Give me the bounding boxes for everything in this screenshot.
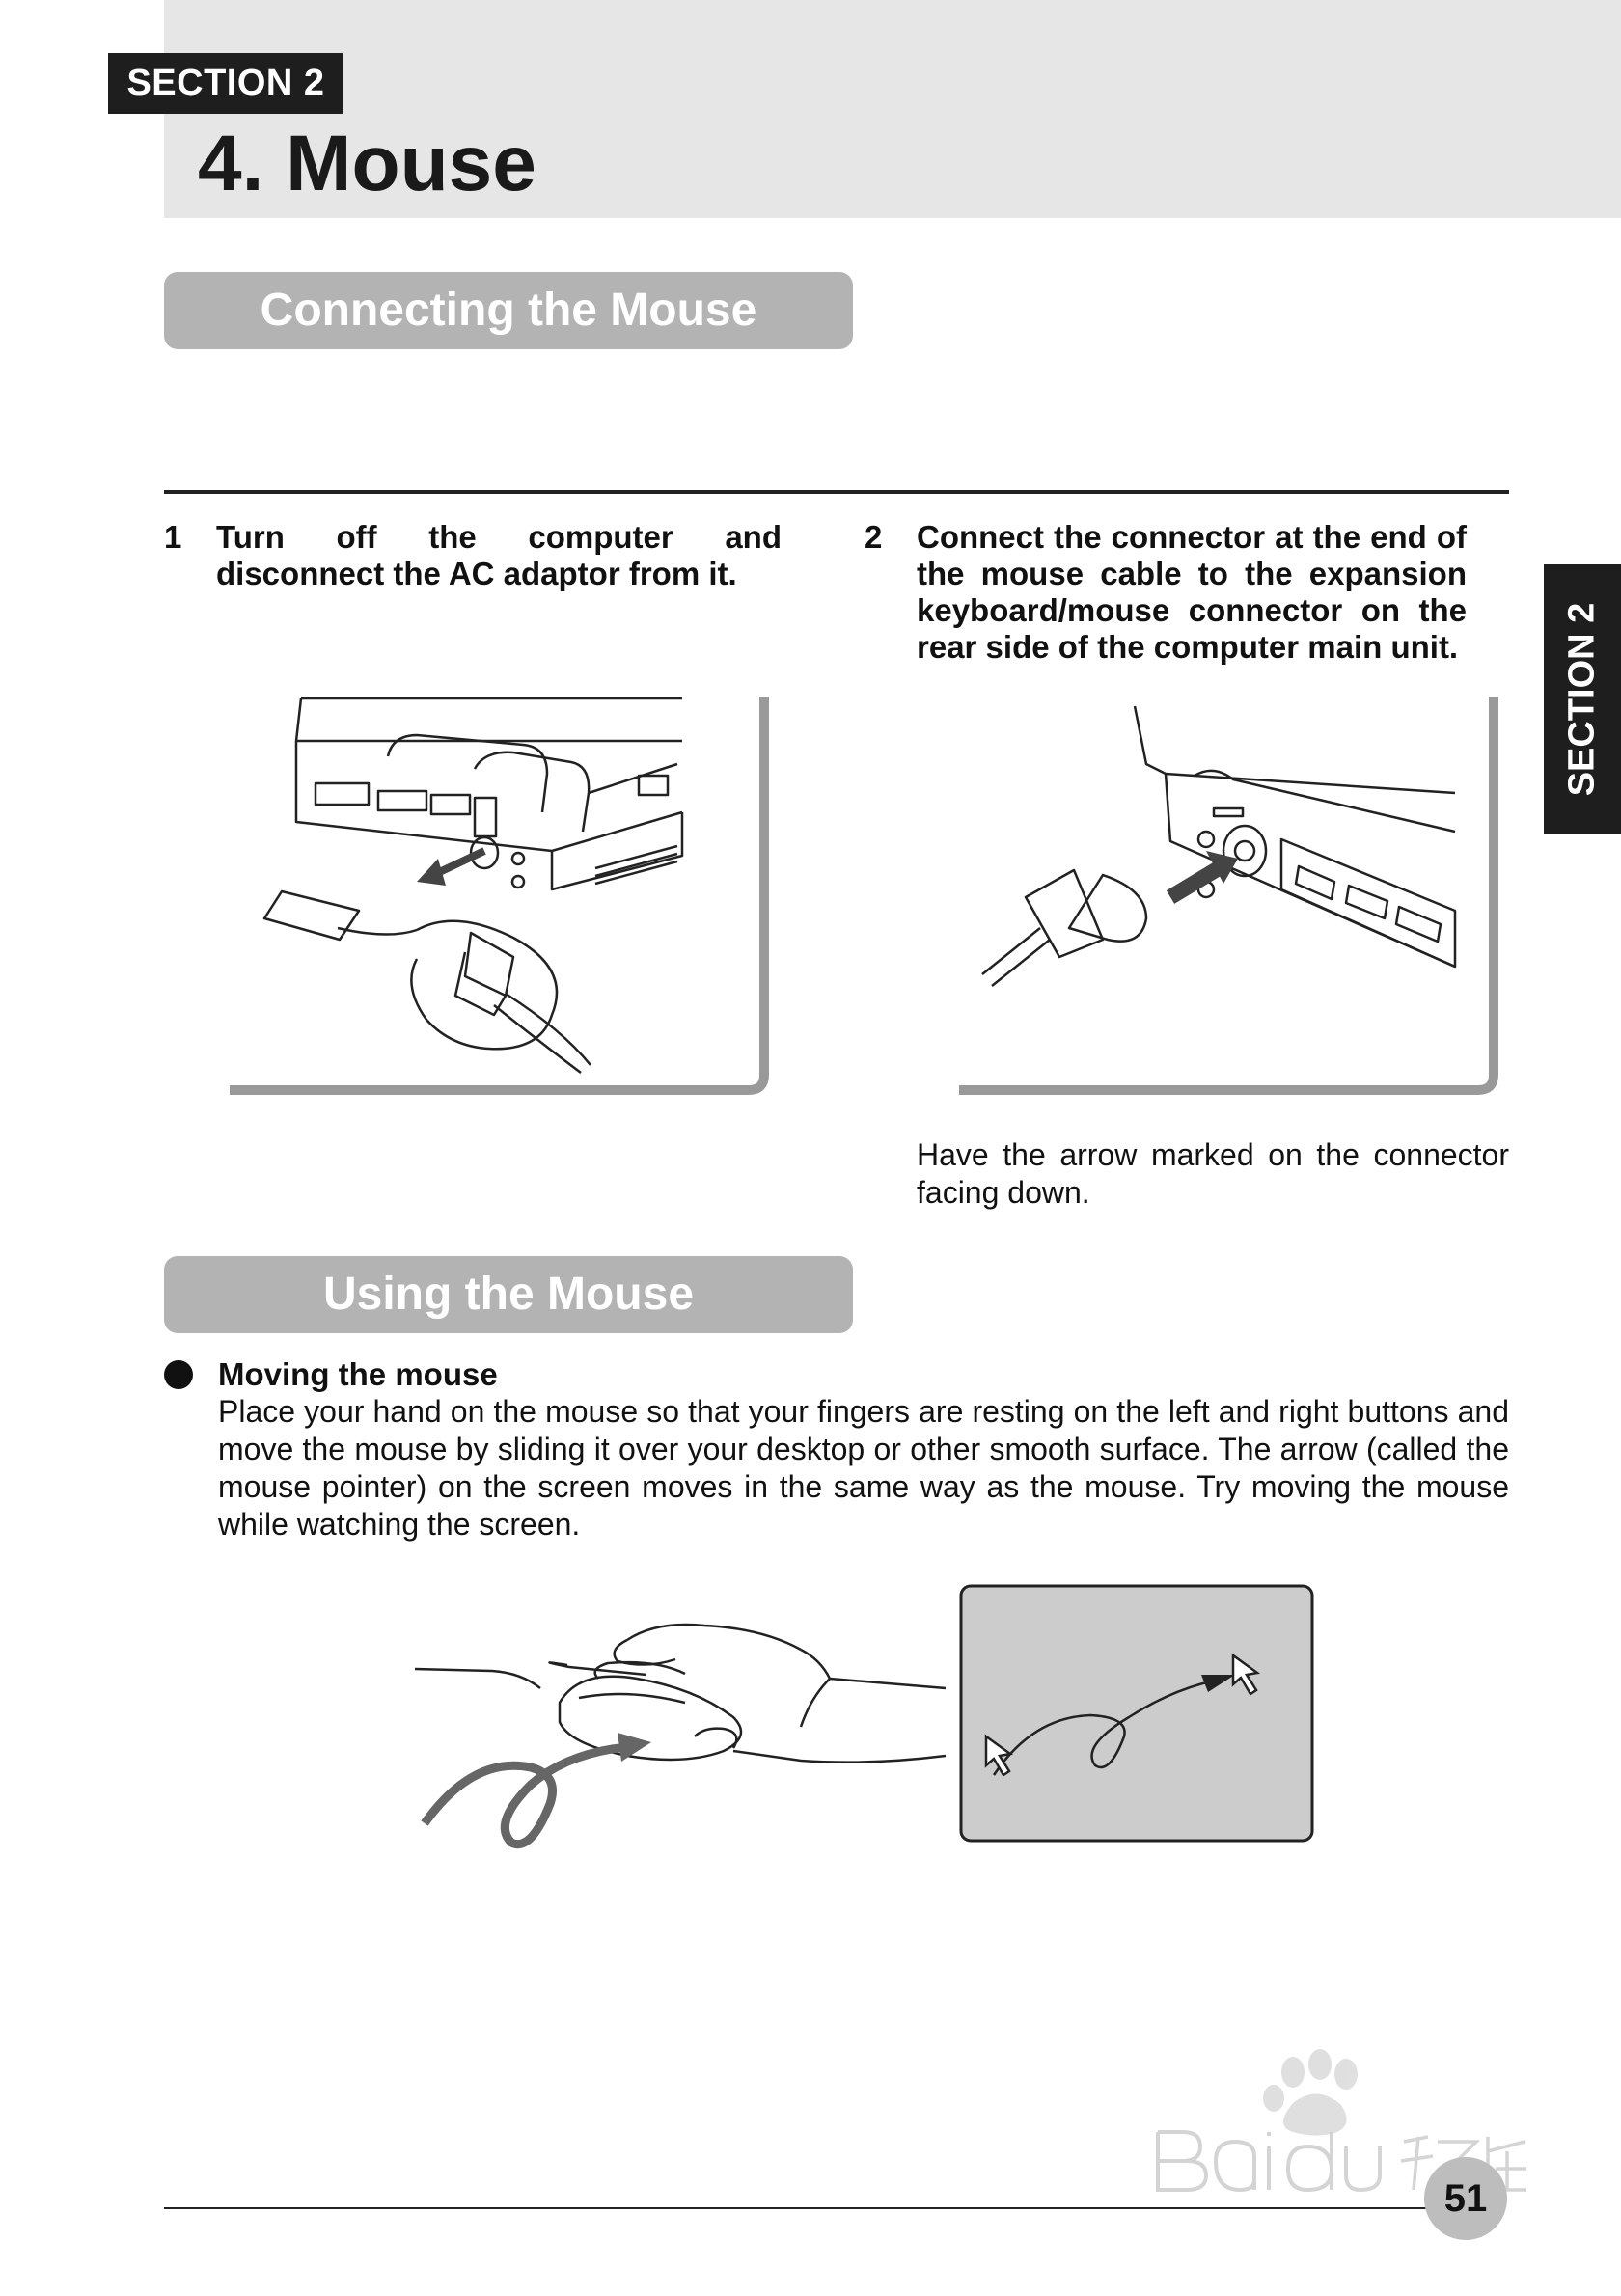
divider [164,490,1509,494]
bullet-title: Moving the mouse [218,1356,498,1392]
bullet-body: Place your hand on the mouse so that your fingers are resting on the left and right buttons and move the mouse by sliding it over your desktop or other smooth surface. The arrow (called the mouse pointer) on the screen moves in the same way as the mouse. Try moving the mouse while watching the screen. [218,1394,1509,1542]
section-tag: SECTION 2 [108,53,343,114]
step-text: Turn off the computer and disconnect the AC adaptor from it. [216,519,782,591]
connect-mouse-cable-illustration [953,687,1505,1096]
page-number: 51 [1424,2157,1507,2240]
side-tab-label: SECTION 2 [1561,602,1603,797]
connector-note: Have the arrow marked on the connector facing down. [917,1137,1509,1210]
connecting-heading: Connecting the Mouse [164,272,853,349]
side-section-tab [1544,564,1621,834]
moving-mouse-illustration [415,1582,1332,1862]
footer-rule [164,2207,1447,2209]
using-heading: Using the Mouse [164,1256,853,1333]
step-text: Connect the connector at the end of the mouse cable to the expansion keyboard/mouse connector on the rear side of the computer main unit. [917,519,1467,665]
page-title: 4. Mouse [198,120,536,207]
bullet-icon [164,1360,193,1389]
disconnect-ac-adaptor-illustration [224,687,776,1096]
step-number: 1 [164,519,182,555]
step-number: 2 [865,519,883,555]
